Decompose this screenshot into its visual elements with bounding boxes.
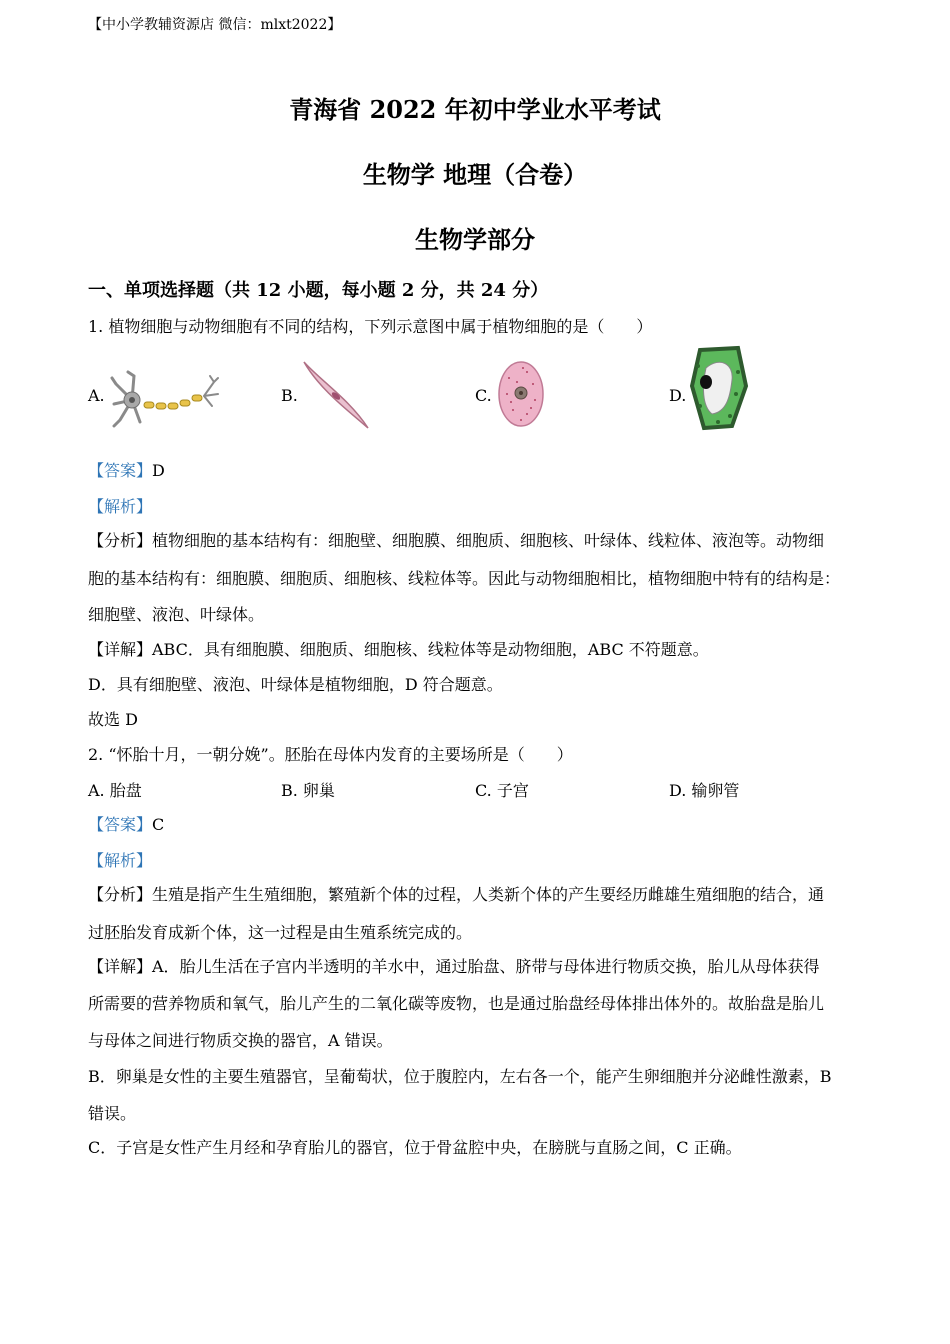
q1-detail-line: 【详解】ABC．具有细胞膜、细胞质、细胞核、线粒体等是动物细胞，ABC 不符题意。 bbox=[88, 640, 709, 659]
q2-option-b: B. 卵巢 bbox=[281, 781, 335, 800]
q2-option-a: A. 胎盘 bbox=[88, 781, 142, 800]
q2-option-c: C. 子宫 bbox=[475, 781, 529, 800]
section-heading: 一、单项选择题（共 12 小题，每小题 2 分，共 24 分） bbox=[88, 280, 549, 301]
animal-cell-icon bbox=[497, 360, 545, 428]
q1-analysis-tag: 【解析】 bbox=[88, 497, 153, 516]
q2-answer-line bbox=[88, 812, 868, 835]
q1-answer: D bbox=[152, 461, 165, 480]
q1-analysis-line: 胞的基本结构有：细胞膜、细胞质、细胞核、线粒体等。因此与动物细胞相比，植物细胞中特有的结构是： bbox=[88, 569, 841, 588]
header-note: 【中小学教辅资源店 微信：mlxt2022】 bbox=[88, 17, 342, 33]
q2-detail-line: 所需要的营养物质和氧气，胎儿产生的二氧化碳等废物，也是通过胎盘经母体排出体外的。故胎盘是胎儿 bbox=[88, 994, 825, 1013]
answer-tag: 【答案】 bbox=[88, 461, 153, 480]
q1-stem: 1. 植物细胞与动物细胞有不同的结构，下列示意图中属于植物细胞的是（ ） bbox=[88, 317, 653, 336]
q1-option-b-label: B. bbox=[281, 386, 298, 405]
q2-detail-line: C．子宫是女性产生月经和孕育胎儿的器官，位于骨盆腔中央，在膀胱与直肠之间，C 正确。 bbox=[88, 1138, 742, 1157]
q1-option-a-label: A. bbox=[88, 386, 105, 405]
exam-title: 青海省 2022 年初中学业水平考试 bbox=[289, 95, 661, 124]
q1-option-d-label: D. bbox=[669, 386, 687, 405]
q2-analysis-line: 过胚胎发育成新个体，这一过程是由生殖系统完成的。 bbox=[88, 923, 473, 942]
q2-stem: 2. “怀胎十月，一朝分娩”。胚胎在母体内发育的主要场所是（ ） bbox=[88, 745, 573, 764]
q1-analysis-line: 细胞壁、液泡、叶绿体。 bbox=[88, 605, 265, 624]
q2-detail-line: 【详解】A．胎儿生活在子宫内半透明的羊水中，通过胎盘、脐带与母体进行物质交换，胎儿从母体获得 bbox=[88, 957, 820, 976]
q2-answer: C bbox=[152, 815, 165, 834]
smooth-muscle-cell-icon bbox=[300, 360, 372, 430]
q1-analysis-line: 【分析】植物细胞的基本结构有：细胞壁、细胞膜、细胞质、细胞核、叶绿体、线粒体、液泡等。动物细 bbox=[88, 531, 825, 550]
plant-cell-icon bbox=[690, 346, 748, 430]
q2-detail-line: B．卵巢是女性的主要生殖器官，呈葡萄状，位于腹腔内，左右各一个，能产生卵细胞并分泌雌性激素，B bbox=[88, 1067, 832, 1086]
q1-detail-line: 故选 D bbox=[88, 710, 138, 729]
q2-detail-line: 错误。 bbox=[88, 1104, 137, 1123]
q2-option-d: D. 输卵管 bbox=[669, 781, 740, 800]
neuron-icon bbox=[110, 370, 220, 430]
exam-subtitle: 生物学 地理（合卷） bbox=[362, 160, 588, 189]
q1-detail-line: D．具有细胞壁、液泡、叶绿体是植物细胞，D 符合题意。 bbox=[88, 675, 503, 694]
q2-detail-line: 与母体之间进行物质交换的器官，A 错误。 bbox=[88, 1031, 393, 1050]
part-title: 生物学部分 bbox=[415, 225, 535, 254]
q2-analysis-line: 【分析】生殖是指产生生殖细胞，繁殖新个体的过程，人类新个体的产生要经历雌雄生殖细胞的结合，通 bbox=[88, 885, 825, 904]
q1-answer-line bbox=[88, 458, 868, 481]
q1-option-c-label: C. bbox=[475, 386, 492, 405]
answer-tag: 【答案】 bbox=[88, 815, 153, 834]
q2-analysis-tag: 【解析】 bbox=[88, 851, 153, 870]
